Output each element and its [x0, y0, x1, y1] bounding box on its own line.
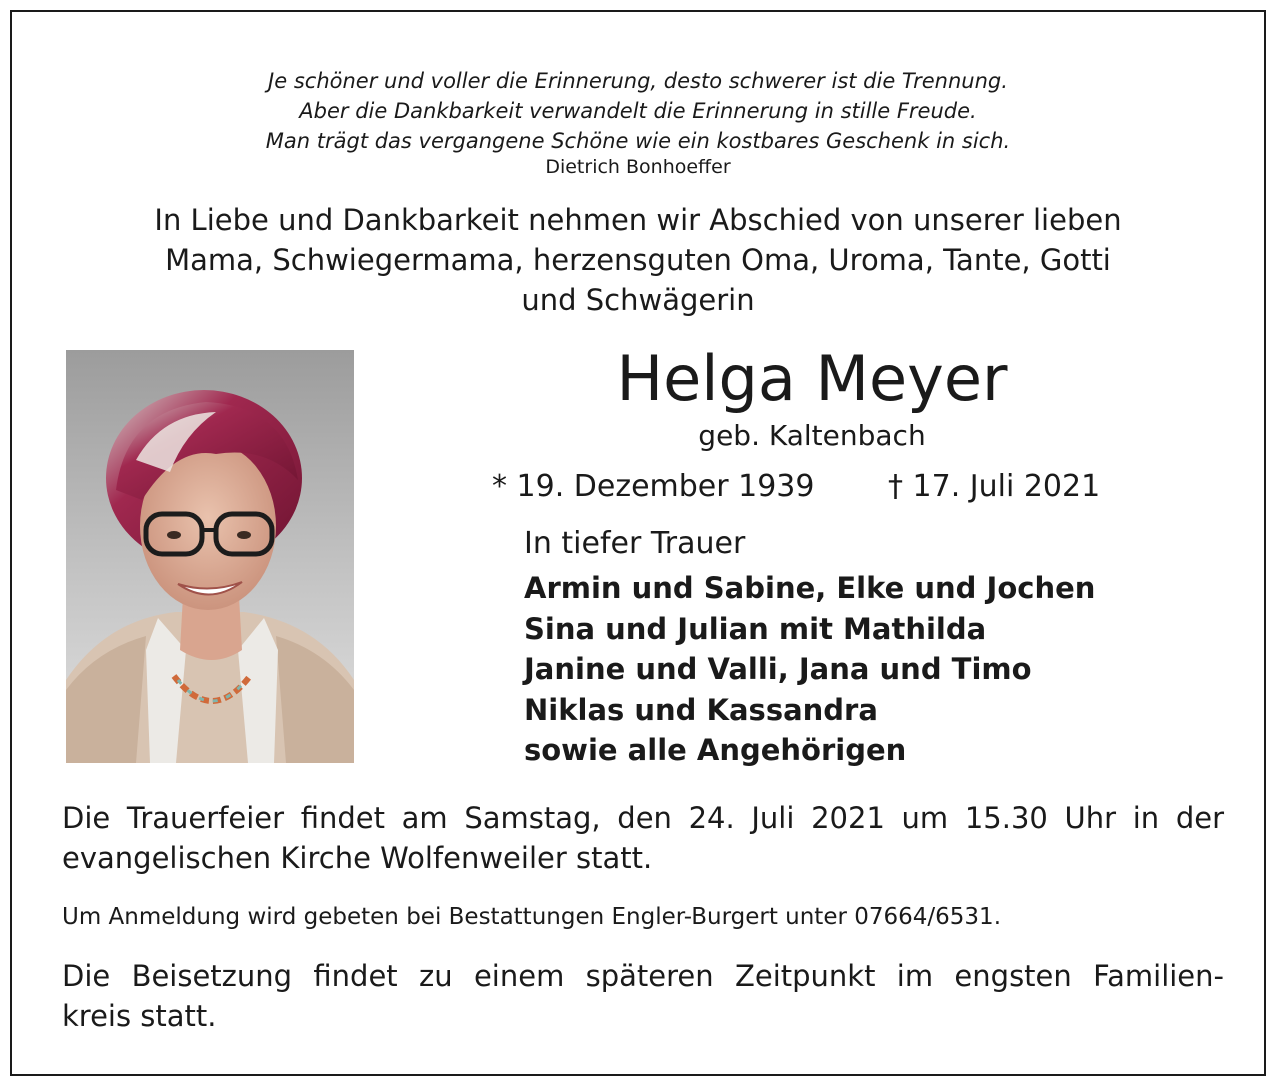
mourner-line: Niklas und Kassandra	[524, 692, 878, 727]
mourner-line: Armin und Sabine, Elke und Jochen	[524, 571, 1096, 605]
intro-line: und Schwägerin	[521, 283, 755, 317]
quote	[12, 66, 1264, 156]
ceremony-line: evangelischen Kirche Wolfenweiler statt.	[62, 841, 653, 875]
intro-line: Mama, Schwiegermama, herzensguten Oma, Uroma, Tante, Gotti	[165, 243, 1111, 277]
mourner-line: Sina und Julian mit Mathilda	[524, 611, 987, 646]
quote-author: Dietrich Bonhoeffer	[545, 156, 731, 178]
ceremony-info	[62, 798, 1224, 878]
mourning-intro: In tiefer Trauer	[524, 526, 746, 561]
quote-line: Man trägt das vergangene Schöne wie ein kostbares Geschenk in sich.	[265, 129, 1011, 153]
birth-date: * 19. Dezember 1939	[492, 469, 815, 504]
obituary-notice	[10, 10, 1266, 1076]
burial-info	[62, 956, 1224, 1036]
portrait-photo	[66, 350, 354, 763]
farewell-intro	[12, 200, 1264, 320]
intro-line: In Liebe und Dankbarkeit nehmen wir Abschied von unserer lieben	[154, 203, 1122, 237]
deceased-name: Helga Meyer	[616, 342, 1008, 415]
death-date: † 17. Juli 2021	[888, 469, 1101, 504]
mourners-list	[524, 568, 1095, 771]
burial-line: kreis statt.	[62, 999, 217, 1033]
mourner-line: Janine und Valli, Jana und Timo	[524, 652, 1032, 686]
burial-line: Die Beisetzung findet zu einem späteren Zeitpunkt im engsten Familien-	[62, 959, 1224, 993]
quote-line: Je schöner und voller die Erinnerung, desto schwerer ist die Trennung.	[268, 69, 1008, 93]
birth-name: geb. Kaltenbach	[698, 419, 926, 452]
quote-line: Aber die Dankbarkeit verwandelt die Erinnerung in stille Freude.	[299, 99, 977, 123]
registration-info: Um Anmeldung wird gebeten bei Bestattungen Engler-Burgert unter 07664/6531.	[62, 904, 1002, 930]
ceremony-line: Die Trauerfeier findet am Samstag, den 24. Juli 2021 um 15.30 Uhr in der	[62, 801, 1224, 835]
mourner-line: sowie alle Angehörigen	[524, 733, 907, 767]
